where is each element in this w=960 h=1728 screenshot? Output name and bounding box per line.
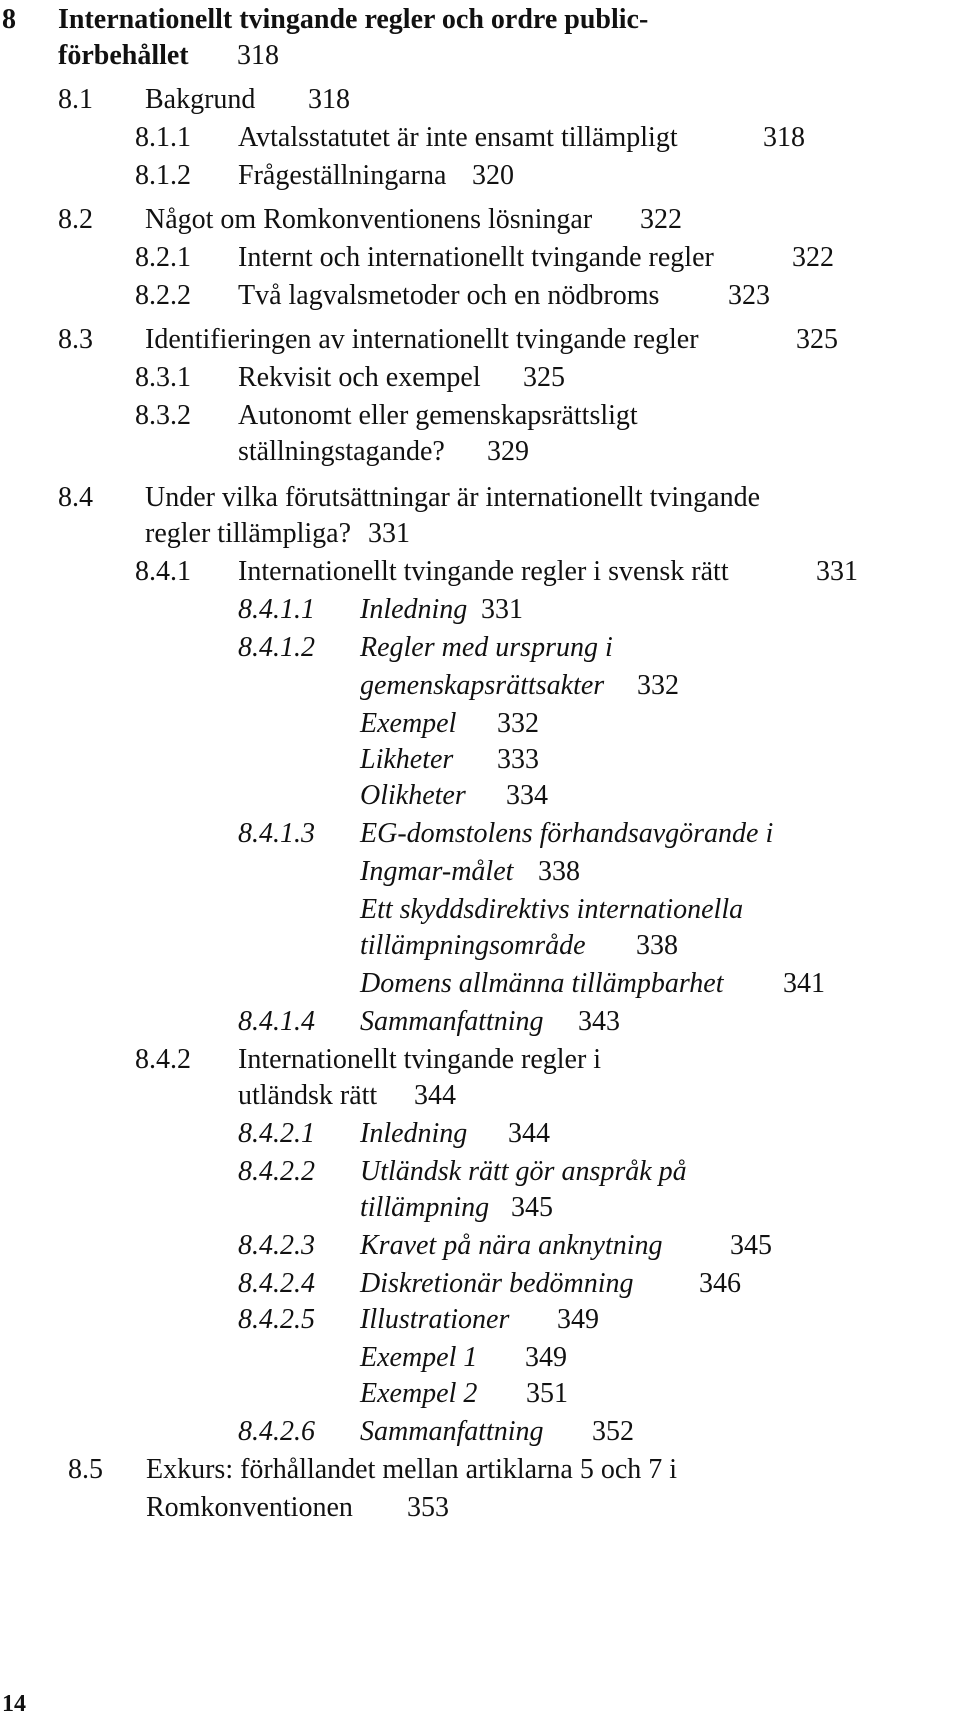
toc-title: Inledning — [360, 594, 468, 625]
toc-title: Bakgrund — [145, 84, 256, 115]
toc-title: Ett skyddsdirektivs internationella — [360, 894, 744, 925]
toc-page: 320 — [472, 160, 514, 191]
toc-page: 351 — [526, 1378, 568, 1409]
toc-title: Diskretionär bedömning — [360, 1268, 634, 1299]
toc-page: 345 — [730, 1230, 772, 1261]
toc-title: regler tillämpliga? — [145, 518, 352, 549]
toc-title: Exempel 2 — [360, 1378, 478, 1409]
toc-number: 8.1.1 — [135, 122, 191, 153]
toc-page: 322 — [792, 242, 834, 273]
toc-page: 338 — [636, 930, 678, 961]
toc-page: 346 — [699, 1268, 741, 1299]
chapter-title-cont: förbehållet — [58, 40, 189, 71]
toc-title: Kravet på nära anknytning — [360, 1230, 663, 1261]
toc-page: 344 — [414, 1080, 456, 1111]
toc-number: 8.4.1.3 — [238, 818, 315, 849]
toc-title: Rekvisit och exempel — [238, 362, 481, 393]
toc-page: 332 — [497, 708, 539, 739]
toc-title: Internationellt tvingande regler i svensk rätt — [238, 556, 729, 587]
toc-title: Avtalsstatutet är inte ensamt tillämpligt — [238, 122, 678, 153]
toc-number: 8.3.2 — [135, 400, 191, 431]
toc-page: 331 — [481, 594, 523, 625]
toc-number: 8.2 — [58, 204, 93, 235]
toc-title: EG-domstolens förhandsavgörande i — [360, 818, 774, 849]
toc-page: 338 — [538, 856, 580, 887]
toc-title: Inledning — [360, 1118, 468, 1149]
toc-page: 332 — [637, 670, 679, 701]
toc-number: 8.4 — [58, 482, 93, 513]
toc-page: 349 — [525, 1342, 567, 1373]
toc-title: Ingmar-målet — [360, 856, 514, 887]
toc-number: 8.4.2 — [135, 1044, 191, 1075]
toc-title: Exkurs: förhållandet mellan artiklarna 5 och 7 i — [146, 1454, 678, 1485]
toc-title: gemenskapsrättsakter — [360, 670, 605, 701]
toc-number: 8.4.2.2 — [238, 1156, 315, 1187]
toc-page: 352 — [592, 1416, 634, 1447]
toc-title: Sammanfattning — [360, 1006, 544, 1037]
toc-page: 353 — [407, 1492, 449, 1523]
toc-title: Exempel 1 — [360, 1342, 478, 1373]
toc-page: 318 — [308, 84, 350, 115]
toc-page: 331 — [368, 518, 410, 549]
toc-page: 344 — [508, 1118, 550, 1149]
toc-title: Utländsk rätt gör anspråk på — [360, 1156, 687, 1187]
toc-number: 8.3 — [58, 324, 93, 355]
toc-number: 8.4.2.1 — [238, 1118, 315, 1149]
toc-number: 8.4.2.6 — [238, 1416, 315, 1447]
toc-number: 8.4.2.3 — [238, 1230, 315, 1261]
toc-page: 345 — [511, 1192, 553, 1223]
toc-title: Internationellt tvingande regler i — [238, 1044, 602, 1075]
toc-title: ställningstagande? — [238, 436, 445, 467]
toc-page: 341 — [783, 968, 825, 999]
toc-title: utländsk rätt — [238, 1080, 378, 1111]
toc-title: Identifieringen av internationellt tvingande regler — [145, 324, 699, 355]
page-number: 14 — [2, 1691, 26, 1717]
toc-page: 323 — [728, 280, 770, 311]
toc-title: Frågeställningarna — [238, 160, 447, 191]
toc-title: Sammanfattning — [360, 1416, 544, 1447]
toc-title: Regler med ursprung i — [360, 632, 613, 663]
toc-title: Något om Romkonventionens lösningar — [145, 204, 593, 235]
toc-page: 325 — [796, 324, 838, 355]
chapter-page: 318 — [237, 40, 279, 71]
toc-number: 8.4.1 — [135, 556, 191, 587]
chapter-number: 8 — [2, 4, 16, 35]
toc-number: 8.2.2 — [135, 280, 191, 311]
toc-title: Olikheter — [360, 780, 466, 811]
toc-page: 349 — [557, 1304, 599, 1335]
toc-title: Autonomt eller gemenskapsrättsligt — [238, 400, 638, 431]
toc-title: Internt och internationellt tvingande regler — [238, 242, 714, 273]
toc-title: Under vilka förutsättningar är internationellt tvingande — [145, 482, 761, 513]
toc-title: Likheter — [360, 744, 454, 775]
toc-number: 8.4.2.4 — [238, 1268, 315, 1299]
toc-page: 329 — [487, 436, 529, 467]
toc-number: 8.4.1.1 — [238, 594, 315, 625]
toc-number: 8.4.1.4 — [238, 1006, 315, 1037]
toc-number: 8.1.2 — [135, 160, 191, 191]
toc-number: 8.5 — [68, 1454, 103, 1485]
toc-title: Exempel — [360, 708, 457, 739]
toc-page: 343 — [578, 1006, 620, 1037]
toc-title: tillämpningsområde — [360, 930, 586, 961]
toc-number: 8.1 — [58, 84, 93, 115]
toc-number: 8.3.1 — [135, 362, 191, 393]
toc-title: Illustrationer — [360, 1304, 510, 1335]
toc-title: tillämpning — [360, 1192, 490, 1223]
toc-page: 333 — [497, 744, 539, 775]
toc-page: 318 — [763, 122, 805, 153]
toc-number: 8.4.1.2 — [238, 632, 315, 663]
toc-title: Två lagvalsmetoder och en nödbroms — [238, 280, 660, 311]
toc-page: 331 — [816, 556, 858, 587]
chapter-title: Internationellt tvingande regler och ordre public- — [58, 4, 649, 35]
toc-page: 325 — [523, 362, 565, 393]
toc-number: 8.4.2.5 — [238, 1304, 315, 1335]
toc-page: 322 — [640, 204, 682, 235]
toc-title: Romkonventionen — [146, 1492, 353, 1523]
toc-number: 8.2.1 — [135, 242, 191, 273]
toc-title: Domens allmänna tillämpbarhet — [360, 968, 724, 999]
toc-page: 334 — [506, 780, 548, 811]
